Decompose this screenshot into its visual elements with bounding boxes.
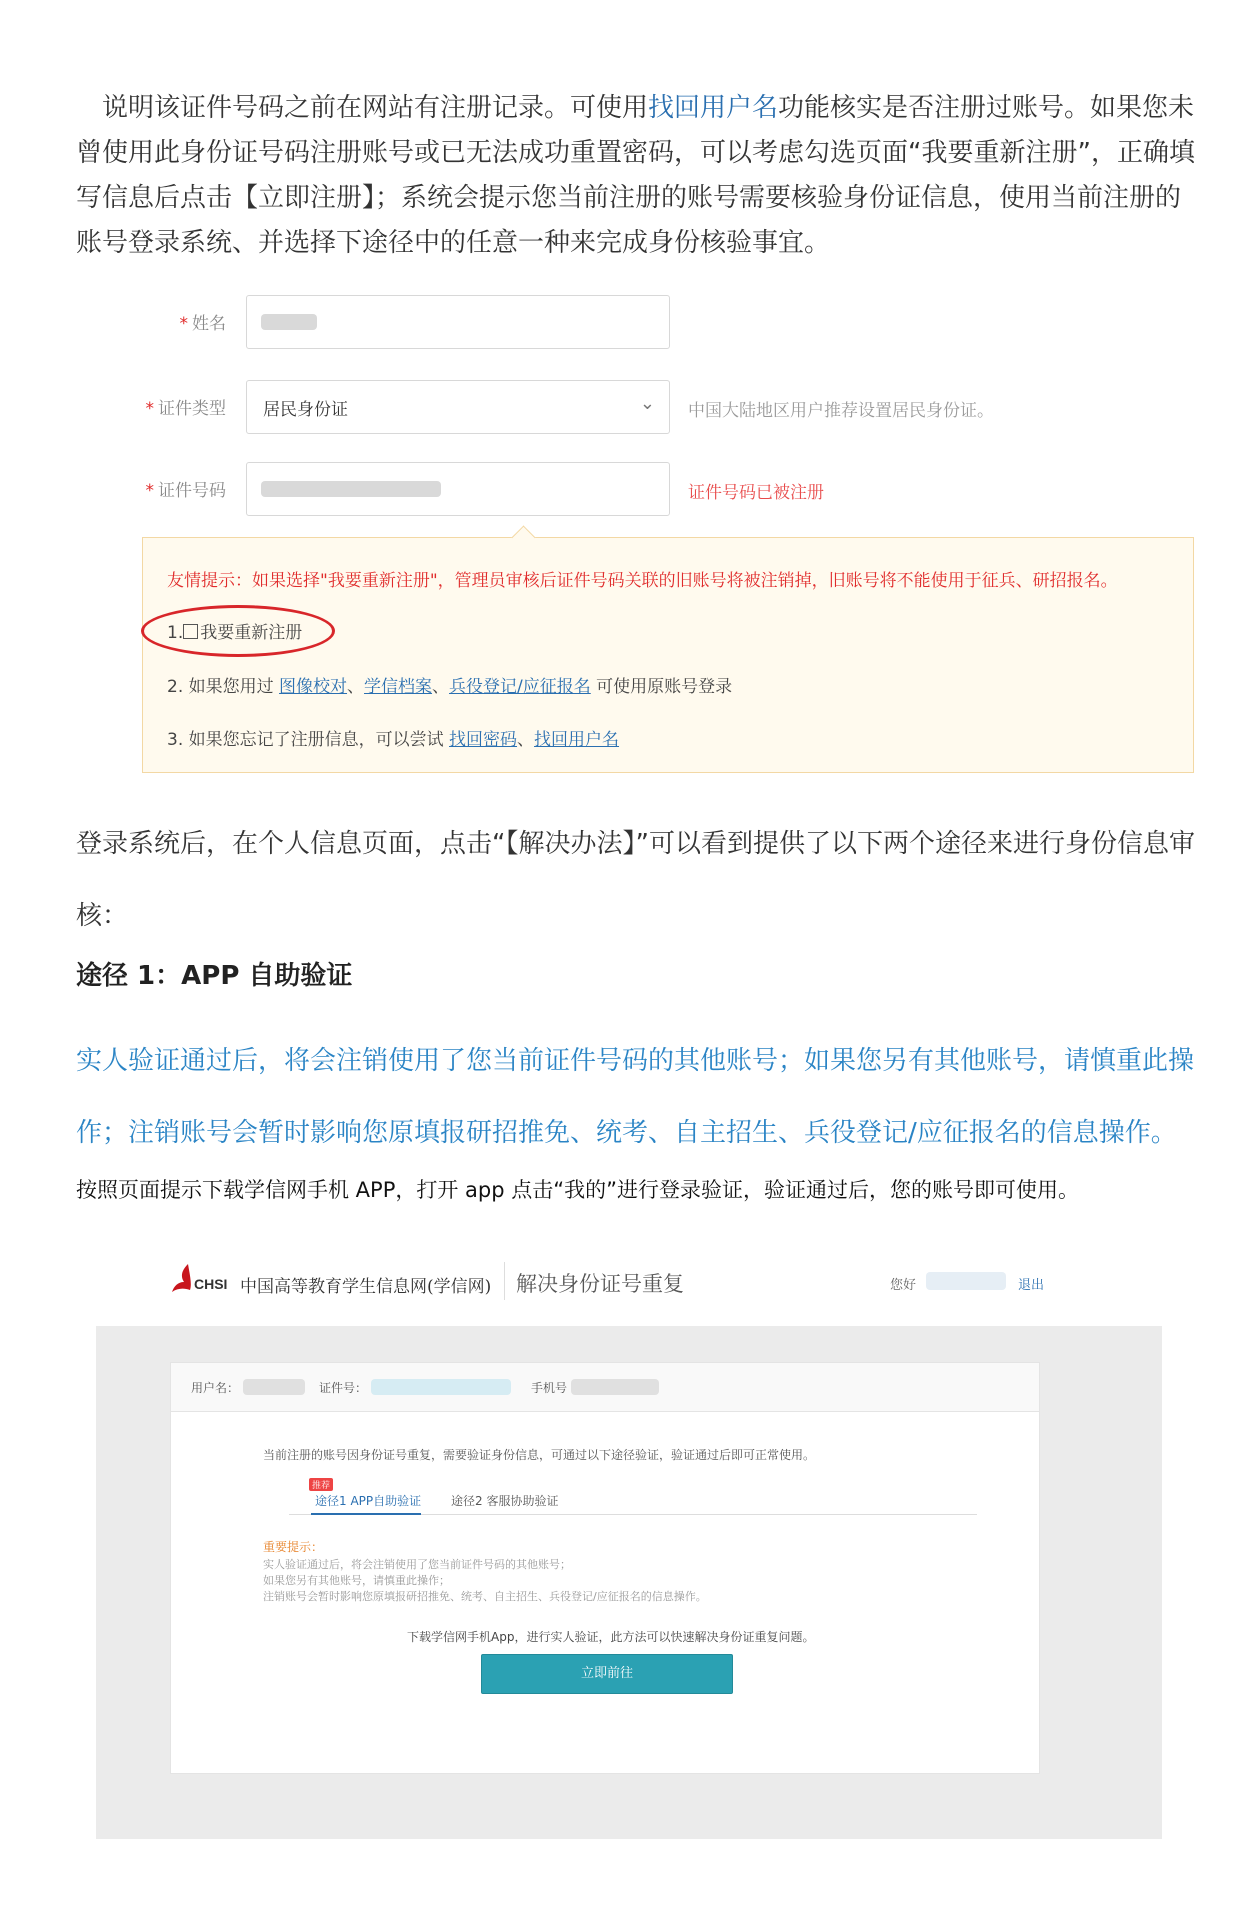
important-title: 重要提示：: [263, 1540, 324, 1554]
id-type-select[interactable]: [246, 380, 670, 434]
intro-paragraph: [76, 86, 1196, 266]
intro-text-1: 说明该证件号码之前在网站有注册记录。可使用: [102, 93, 649, 123]
important-line: 如果您另有其他账号，请慎重此操作；: [263, 1574, 450, 1587]
id-type-value: 居民身份证: [263, 400, 348, 420]
site-name: 中国高等教育学生信息网(学信网): [240, 1277, 492, 1297]
route1-warning: 实人验证通过后，将会注销使用了您当前证件号码的其他账号；如果您另有其他账号，请慎重此操作；注销账号会暂时影响您原填报研招推免、统考、自主招生、兵役登记/应征报名的信息操作。: [76, 1046, 1195, 1148]
route1-heading: 途径 1：APP 自助验证: [76, 961, 353, 991]
route1-instruction: 按照页面提示下载学信网手机 APP，打开 app 点击“我的”进行登录验证，验证通过后，您的账号即可使用。: [76, 1178, 1080, 1202]
blurred-name: [261, 314, 317, 330]
hello-text: 您好: [890, 1278, 917, 1293]
after-login-paragraph: 登录系统后，在个人信息页面，点击“【解决办法】”可以看到提供了以下两个途径来进行身份信息审核：: [76, 829, 1195, 931]
panel-description: 当前注册的账号因身份证号重复，需要验证身份信息，可通过以下途径验证，验证通过后即可正常使用。: [263, 1448, 816, 1462]
recommend-badge: 推荐: [309, 1478, 333, 1491]
name-label: * 姓名: [179, 314, 226, 334]
id-type-label: * 证件类型: [145, 399, 226, 419]
chsi-screenshot: [96, 1254, 1162, 1839]
notice-arrow: [511, 525, 535, 549]
image-check-link[interactable]: 图像校对: [279, 677, 348, 697]
id-label: 证件号：: [319, 1381, 368, 1395]
find-username-link[interactable]: 找回用户名: [648, 93, 779, 123]
reregister-checkbox[interactable]: [183, 624, 198, 639]
logout-link[interactable]: 退出: [1018, 1278, 1045, 1293]
chsi-logo-text: CHSI: [194, 1276, 228, 1292]
notice-item-3: 3. 如果您忘记了注册信息，可以尝试 找回密码、找回用户名: [167, 730, 620, 750]
tab-service-verify[interactable]: 途径2 客服协助验证: [451, 1494, 559, 1508]
username-label: 用户名：: [191, 1381, 240, 1395]
id-number-error: 证件号码已被注册: [688, 483, 824, 503]
blurred-account: [243, 1379, 305, 1395]
reregister-option[interactable]: 1. 我要重新注册: [167, 623, 303, 643]
verify-panel: [170, 1412, 1040, 1774]
important-line: 注销账号会暂时影响您原填报研招推免、统考、自主招生、兵役登记/应征报名的信息操作。: [263, 1590, 707, 1603]
chsi-header: [96, 1254, 1162, 1312]
id-number-label: * 证件号码: [145, 481, 226, 501]
blurred-phone: [571, 1379, 659, 1395]
go-now-button[interactable]: 立即前往: [481, 1654, 733, 1694]
download-text: 下载学信网手机App，进行实人验证，此方法可以快速解决身份证重复问题。: [407, 1630, 815, 1644]
intro-text-2: 功能核实是否注册过账号。如果您未曾使用此身份证号码注册账号或已无法成功重置密码，可以考虑勾选页面“我要重新注册”，正确填写信息后点击【立即注册】；系统会提示您当前注册的账号需要核验身份证信息，使用当前注册的账号登录系统、并选择下途径中的任意一种来完成身份核验事宜。: [76, 93, 1195, 258]
xuexin-archive-link[interactable]: 学信档案: [364, 677, 433, 697]
reregister-label: 我要重新注册: [200, 623, 303, 643]
id-type-hint: 中国大陆地区用户推荐设置居民身份证。: [688, 401, 994, 421]
notice-find-username-link[interactable]: 找回用户名: [534, 730, 620, 750]
notice-warning: 友情提示：如果选择"我要重新注册"，管理员审核后证件号码关联的旧账号将被注销掉，旧账号将不能使用于征兵、研招报名。: [167, 571, 1118, 591]
account-info-bar: [170, 1362, 1040, 1412]
notice-item-2: 2. 如果您用过 图像校对、学信档案、兵役登记/应征报名 可使用原账号登录: [167, 677, 733, 697]
blurred-username: [926, 1272, 1006, 1290]
important-line: 实人验证通过后，将会注销使用了您当前证件号码的其他账号；: [263, 1558, 571, 1571]
find-password-link[interactable]: 找回密码: [449, 730, 518, 750]
header-page-title: 解决身份证号重复: [516, 1272, 684, 1296]
tab-app-verify[interactable]: 途径1 APP自助验证: [315, 1494, 422, 1508]
blurred-id: [371, 1379, 511, 1395]
phone-label: 手机号: [531, 1381, 568, 1395]
name-input[interactable]: [246, 295, 670, 349]
chevron-down-icon: ⌄: [639, 393, 655, 414]
reregister-notice: [142, 537, 1194, 773]
header-divider: [504, 1262, 505, 1300]
military-register-link[interactable]: 兵役登记/应征报名: [449, 677, 591, 697]
id-number-input[interactable]: [246, 462, 670, 516]
active-tab-indicator: [311, 1513, 421, 1515]
blurred-id-number: [261, 481, 441, 497]
